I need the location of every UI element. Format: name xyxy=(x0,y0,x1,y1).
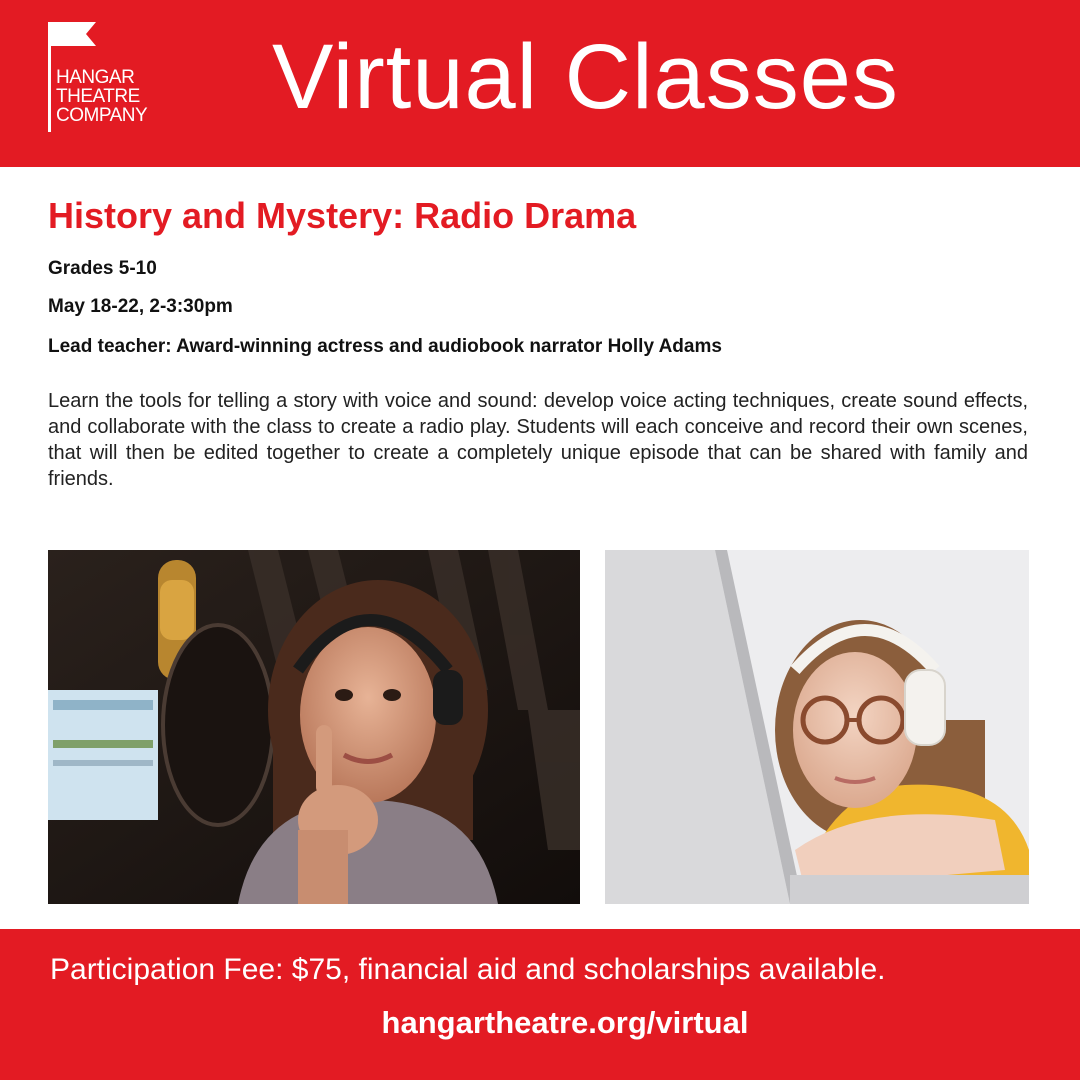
woman-at-microphone-photo xyxy=(48,550,580,904)
class-title: History and Mystery: Radio Drama xyxy=(48,195,637,236)
participation-fee: Participation Fee: $75, financial aid and scholarships available. xyxy=(50,953,886,986)
class-description: Learn the tools for telling a story with voice and sound: develop voice acting techniques, create sound effects, and collaborate with the class to create a radio play. Students will each conceive and record their own scenes, that will then be edited together to create a completely unique episode that can be shared with family and friends. xyxy=(48,390,1028,490)
logo-line-2: THEATRE xyxy=(56,86,140,107)
teacher-label: Lead teacher: Award-winning actress and audiobook narrator Holly Adams xyxy=(48,336,722,357)
grades-label: Grades 5-10 xyxy=(48,258,157,279)
logo-line-3: COMPANY xyxy=(56,105,148,126)
page-title: Virtual Classes xyxy=(272,26,899,128)
dates-label: May 18-22, 2-3:30pm xyxy=(48,296,233,317)
girl-with-headphones-photo xyxy=(605,550,1029,904)
logo-line-1: HANGAR xyxy=(56,67,135,88)
website-link[interactable]: hangartheatre.org/virtual xyxy=(381,1005,749,1040)
hangar-logo xyxy=(48,20,188,140)
header-banner xyxy=(0,0,1080,167)
logo-text xyxy=(56,68,147,125)
